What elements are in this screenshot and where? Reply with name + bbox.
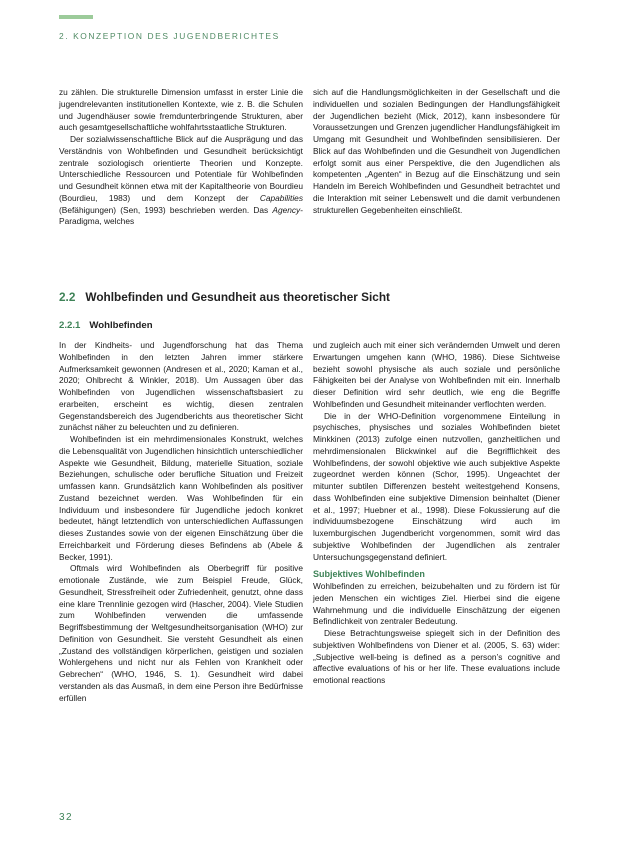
paragraph: sich auf die Handlungsmöglichkeiten in der Gesellschaft und die individuellen und sozialen Bedingungen der Handlungsfähigkeit der Jugendlichen bezieht (Mick, 2012), kann insbesondere für Voraussetzungen und Grenzen jugendlicher Handlungsfähigkeit im Umgang mit Gesundheit und Wohlbefinden sensibilisieren. Der Blick auf das Wohlbefinden und die Gesundheit von Jugendlichen erfolgt somit aus einer Perspektive, die den Jugendlichen als kompetenten „Agenten“ in Bezug auf die Einschätzung und sein Handeln im Bereich Wohlbefinden und Gesundheit betrachtet und die Interaktion mit seiner Lebenswelt und die damit verbundenen strukturellen Gegebenheiten einschließt. [313,87,560,215]
section-heading [59,290,390,304]
paragraph: Wohlbefinden ist ein mehrdimensionales Konstrukt, welches die Lebensqualität von Jugendlichen hinsichtlich unterschiedlicher Aspekte wie Gesundheit, Bildung, materielle Situation, soziale Beziehungen, schulische oder berufliche Situation und Freizeit umfassen kann. Grundsätzlich kann Wohlbefinden als positiver Zustand bezeichnet werden. Was Wohlbefinden für ein Individuum und insbesondere für Jugendliche jedoch konkret bedeutet, hängt letztendlich von unterschiedlichen Auffassungen dieses Zustandes sowie von der eigenen Einschätzung über die Erreichbarkeit und Förderung dieses Befindens ab (Abele & Becker, 1991). [59,434,303,562]
bottom-right-column [313,340,560,687]
bottom-left-column [59,340,303,704]
paragraph: Der sozialwissenschaftliche Blick auf die Ausprägung und das Verständnis von Wohlbefinden und Gesundheit berücksichtigt zentrale soziologisch orientierte Theorien und Konzepte. Unterschiedliche Ressourcen und Potentiale für Wohlbefinden und Gesundheit können etwa mit der Kapitaltheorie von Bourdieu (Bourdieu, 1983) und dem Konzept der Capabilities (Befähigungen) (Sen, 1993) beschrieben werden. Das Agency-Paradigma, welches [59,134,303,227]
header-accent-bar [59,15,93,19]
subsection-number: 2.2.1 [59,320,81,331]
paragraph: Wohlbefinden zu erreichen, beizubehalten und zu fördern ist für jeden Menschen ein wichtiges Ziel. Hierbei sind die eigene Wahrnehmung und die individuelle Einschätzung der eigenen Befindlichkeit von zentraler Bedeutung. [313,581,560,627]
top-right-column [313,87,560,216]
page-number: 32 [59,812,74,823]
paragraph: Oftmals wird Wohlbefinden als Oberbegriff für positive emotionale Zustände, wie zum Beispiel Freude, Glück, Gesundheit, Stressfreiheit oder Zufriedenheit, genutzt, ohne dass eine klare Trennlinie gezogen wird (Hascher, 2004). Viele Studien zum Wohlbefinden verwenden die umfassende Begriffsbestimmung der Weltgesundheitsorganisation (WHO) zur Definition von Gesundheit. Sie versteht Gesundheit als einen „Zustand des vollständigen körperlichen, geistigen und sozialen Wohlergehens und nicht nur als Fehlen von Krankheit oder Gebrechen“ (WHO, 1946, S. 1). Gesundheit wird dabei verstanden als das Ausmaß, in dem eine Person ihre Bedürfnisse erfüllen [59,563,303,703]
section-title: Wohlbefinden und Gesundheit aus theoretischer Sicht [85,290,390,304]
running-head: 2. KONZEPTION DES JUGENDBERICHTES [59,31,280,41]
subsection-heading [59,320,153,331]
paragraph: Die in der WHO-Definition vorgenommene Einteilung in psychisches, physisches und soziales Wohlbefinden bietet Minkkinen (2013) zufolge einen nutzvollen, ganzheitlichen und mehrdimensionalen Blickwinkel auf die Begrifflichkeit des Wohlbefindens, der sowohl objektive wie auch subjektive Aspekte zugeordnet werden können (Schor, 1995). Ungeachtet der mitunter subtilen Differenzen besteht weitestgehend Konsens, dass Wohlbefinden eine subjektive Dimension beinhaltet (Diener et al., 1997; Huebner et al., 1998). Diese Fokussierung auf die individuumsbezogene Einschätzung wird auch im luxemburgischen Jugendbericht vorgenommen, somit wird das subjektive Wohlbefinden der Jugendlichen als zentraler Untersuchungsgegenstand definiert. [313,410,560,562]
subsection-title: Wohlbefinden [89,320,153,331]
paragraph: und zugleich auch mit einer sich verändernden Umwelt und deren Erwartungen umgehen kann (WHO, 1986). Diese Sichtweise bezieht sowohl physische als auch soziale und persönliche Fähigkeiten bei der Analyse von Wohlbefinden mit ein. Innerhalb dieser Definition wird sehr deutlich, wie eng die Begriffe Wohlbefinden und Gesundheit miteinander verflochten werden. [313,340,560,409]
paragraph: zu zählen. Die strukturelle Dimension umfasst in erster Linie die jugendrelevanten institutionellen Kontexte, wie z. B. die Schulen und Jugendhäuser sowie fremdunterbringende Strukturen, aber auch gesamtgesellschaftliche wohlfahrtsstaatliche Strukturen. [59,87,303,133]
paragraph: Diese Betrachtungsweise spiegelt sich in der Definition des subjektiven Wohlbefindens von Diener et al. (2005, S. 63) wider: „Subjective well-being is defined as a person’s cognitive and affective evaluations of his or her life. These evaluations include emotional reactions [313,628,560,685]
section-number: 2.2 [59,290,76,304]
paragraph: In der Kindheits- und Jugendforschung hat das Thema Wohlbefinden in den letzten Jahren immer stärkere Aufmerksamkeit gewonnen (Andresen et al., 2020; Kaman et al., 2020; Ohlbrecht & Winkler, 2018). Um Aussagen über das Wohlbefinden von Jugendlichen wissenschaftsbasiert zu erarbeiten, erscheint es wichtig, diesen zentralen Gegenstandsbereich des Jugendberichts aus theoretischer Sicht zunächst näher zu beleuchten und zu definieren. [59,340,303,433]
top-left-column [59,87,303,228]
inline-heading: Subjektives Wohlbefinden [313,569,425,580]
